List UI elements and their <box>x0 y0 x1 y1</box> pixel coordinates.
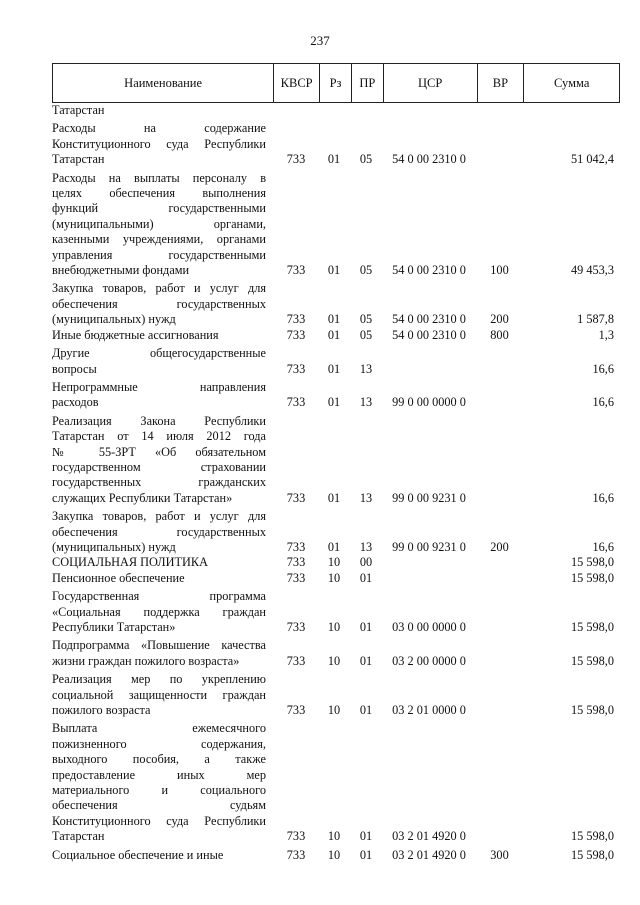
row-name <box>52 171 268 279</box>
header-pr: ПР <box>352 64 384 102</box>
row-pr: 05 <box>359 152 373 167</box>
row-sum: 15 598,0 <box>570 620 614 634</box>
table-body <box>52 103 620 863</box>
row-name-line: жизни граждан пожилого возраста» <box>52 653 240 668</box>
row-name-line: Конституционного суда Республики <box>52 813 266 828</box>
table-row <box>52 672 620 718</box>
table-row <box>52 638 620 669</box>
header-kvsr: КВСР <box>274 64 320 102</box>
row-kvsr: 733 <box>286 829 306 844</box>
row-name-line: материального и социального <box>52 783 266 798</box>
row-name-line: Социальное обеспечение и иные <box>52 847 224 862</box>
row-name-line: государственных гражданских <box>52 475 266 490</box>
row-name-line: целях обеспечения выполнения <box>52 186 266 201</box>
row-pr: 00 <box>359 555 373 570</box>
row-kvsr: 733 <box>286 312 306 327</box>
row-name <box>52 672 268 718</box>
header-name: Наименование <box>53 64 274 102</box>
row-pr: 13 <box>359 361 373 376</box>
row-rz: 10 <box>327 703 341 718</box>
row-csr: 54 0 00 2310 0 <box>392 152 466 167</box>
row-name-line: обеспечения судьям <box>52 798 266 813</box>
row-name-line: служащих Республики Татарстан» <box>52 490 233 505</box>
header-rz: Рз <box>320 64 352 102</box>
row-csr: 54 0 00 2310 0 <box>392 312 466 327</box>
row-kvsr: 733 <box>286 570 306 585</box>
row-name-line: Татарстан <box>52 103 105 117</box>
row-pr: 05 <box>359 312 373 327</box>
table-row <box>52 171 620 279</box>
row-rz: 10 <box>327 555 341 570</box>
row-name <box>52 638 268 669</box>
row-name-line: вопросы <box>52 361 97 376</box>
row-sum: 15 598,0 <box>570 703 614 718</box>
row-sum: 15 598,0 <box>570 847 614 862</box>
row-kvsr: 733 <box>286 361 306 376</box>
row-kvsr: 733 <box>286 395 306 410</box>
row-name-line: обеспечения государственных <box>52 296 266 311</box>
row-pr: 01 <box>359 570 373 585</box>
row-pr: 01 <box>359 620 373 634</box>
row-name <box>52 328 268 343</box>
row-kvsr: 733 <box>286 555 306 570</box>
row-rz: 01 <box>327 152 341 167</box>
row-name <box>52 346 268 377</box>
table-row <box>52 555 620 570</box>
row-name <box>52 555 268 570</box>
row-rz: 01 <box>327 312 341 327</box>
row-csr: 03 2 01 0000 0 <box>392 703 466 718</box>
row-name-line: казенными учреждениями, органами <box>52 232 266 247</box>
row-pr: 01 <box>359 653 373 668</box>
row-rz: 01 <box>327 490 341 505</box>
row-kvsr: 733 <box>286 847 306 862</box>
row-pr: 01 <box>359 703 373 718</box>
row-kvsr: 733 <box>286 620 306 634</box>
row-name <box>52 414 268 506</box>
table-row <box>52 380 620 411</box>
row-rz: 01 <box>327 327 341 342</box>
row-name-line: Реализация Закона Республики <box>52 413 266 428</box>
row-name <box>52 509 268 555</box>
row-name-line: государственном страховании <box>52 459 266 474</box>
table-header <box>52 63 620 103</box>
row-name <box>52 589 268 635</box>
row-pr: 13 <box>359 490 373 505</box>
row-csr: 03 2 01 4920 0 <box>392 829 466 844</box>
row-name-line: Реализация мер по укреплению <box>52 672 266 687</box>
row-name-line: Расходы на содержание <box>52 121 266 136</box>
row-kvsr: 733 <box>286 327 306 342</box>
row-kvsr: 733 <box>286 539 306 554</box>
row-name-line: Расходы на выплаты персоналу в <box>52 170 266 185</box>
row-name-line: социальной защищенности граждан <box>52 687 266 702</box>
table-row <box>52 121 620 167</box>
row-name-line: Иные бюджетные ассигнования <box>52 327 219 342</box>
row-sum: 16,6 <box>592 490 614 505</box>
row-rz: 01 <box>327 361 341 376</box>
row-sum: 15 598,0 <box>570 555 614 570</box>
row-pr: 13 <box>359 395 373 410</box>
row-csr: 54 0 00 2310 0 <box>392 327 466 342</box>
header-vr: ВР <box>478 64 525 102</box>
row-vr: 300 <box>490 847 509 862</box>
row-pr: 05 <box>359 327 373 342</box>
header-sum: Сумма <box>553 75 590 90</box>
table-row <box>52 103 620 118</box>
row-name <box>52 103 268 118</box>
row-vr: 100 <box>490 263 509 278</box>
row-sum: 1,3 <box>598 327 614 342</box>
table-row <box>52 721 620 844</box>
row-name-line: обеспечения государственных <box>52 524 266 539</box>
row-name-line: (муниципальных) нужд <box>52 312 176 327</box>
row-sum: 15 598,0 <box>570 653 614 668</box>
row-name-line: выходного пособия, а также <box>52 752 266 767</box>
row-sum: 49 453,3 <box>570 263 614 278</box>
row-name-line: Государственная программа <box>52 589 266 604</box>
row-sum: 1 587,8 <box>577 312 614 327</box>
row-csr: 54 0 00 2310 0 <box>392 263 466 278</box>
row-kvsr: 733 <box>286 703 306 718</box>
row-name-line: «Социальная поддержка граждан <box>52 604 266 619</box>
row-name-line: внебюджетными фондами <box>52 263 190 278</box>
row-vr: 200 <box>490 539 509 554</box>
row-sum: 15 598,0 <box>570 829 614 844</box>
table-row <box>52 281 620 327</box>
row-name-line: Республики Татарстан» <box>52 620 176 634</box>
row-name-line: Другие общегосударственные <box>52 346 266 361</box>
row-kvsr: 733 <box>286 263 306 278</box>
row-csr: 03 0 00 0000 0 <box>392 620 466 634</box>
row-name-line: Татарстан от 14 июля 2012 года <box>52 429 266 444</box>
row-rz: 01 <box>327 539 341 554</box>
row-kvsr: 733 <box>286 490 306 505</box>
row-pr: 05 <box>359 263 373 278</box>
row-vr: 200 <box>490 312 509 327</box>
table-row <box>52 848 620 863</box>
row-name-line: Закупка товаров, работ и услуг для <box>52 281 266 296</box>
row-name-line: Пенсионное обеспечение <box>52 570 185 585</box>
row-sum: 16,6 <box>592 395 614 410</box>
table-row <box>52 509 620 555</box>
row-vr: 800 <box>490 327 509 342</box>
row-name-line: Непрограммные направления <box>52 379 266 394</box>
header-csr: ЦСР <box>384 64 478 102</box>
table-row <box>52 589 620 635</box>
row-pr: 01 <box>359 847 373 862</box>
row-name-line: (муниципальными) органами, <box>52 216 266 231</box>
row-csr: 03 2 00 0000 0 <box>392 653 466 668</box>
table-row <box>52 571 620 586</box>
row-name-line: Подпрограмма «Повышение качества <box>52 638 266 653</box>
row-rz: 10 <box>327 847 341 862</box>
row-csr: 99 0 00 9231 0 <box>392 490 466 505</box>
row-name <box>52 380 268 411</box>
row-sum: 51 042,4 <box>570 152 614 167</box>
row-name-line: расходов <box>52 395 99 410</box>
row-name-line: управления государственными <box>52 247 266 262</box>
row-sum: 15 598,0 <box>570 570 614 585</box>
row-csr: 03 2 01 4920 0 <box>392 847 466 862</box>
row-name-line: функций государственными <box>52 201 266 216</box>
row-csr: 99 0 00 0000 0 <box>392 395 466 410</box>
row-name <box>52 848 268 863</box>
row-csr: 99 0 00 9231 0 <box>392 539 466 554</box>
row-name-line: предоставление иных мер <box>52 767 266 782</box>
row-name-line: Татарстан <box>52 152 105 167</box>
page-number: 237 <box>310 33 330 48</box>
row-name <box>52 721 268 844</box>
row-rz: 10 <box>327 653 341 668</box>
row-name <box>52 121 268 167</box>
row-sum: 16,6 <box>592 361 614 376</box>
row-rz: 10 <box>327 829 341 844</box>
table-row <box>52 346 620 377</box>
row-rz: 01 <box>327 263 341 278</box>
row-name-line: (муниципальных) нужд <box>52 539 176 554</box>
table-row <box>52 414 620 506</box>
row-name-line: Закупка товаров, работ и услуг для <box>52 509 266 524</box>
row-kvsr: 733 <box>286 653 306 668</box>
row-pr: 01 <box>359 829 373 844</box>
row-name-line: № 55-ЗРТ «Об обязательном <box>52 444 266 459</box>
row-rz: 01 <box>327 395 341 410</box>
row-name-line: СОЦИАЛЬНАЯ ПОЛИТИКА <box>52 555 209 570</box>
row-sum: 16,6 <box>592 539 614 554</box>
row-name <box>52 571 268 586</box>
row-rz: 10 <box>327 570 341 585</box>
row-name <box>52 281 268 327</box>
row-kvsr: 733 <box>286 152 306 167</box>
row-name-line: Выплата ежемесячного <box>52 721 266 736</box>
row-name-line: Татарстан <box>52 829 105 844</box>
row-rz: 10 <box>327 620 341 634</box>
table-row <box>52 328 620 343</box>
row-name-line: пожилого возраста <box>52 703 151 718</box>
row-name-line: Конституционного суда Республики <box>52 136 266 151</box>
row-name-line: пожизненного содержания, <box>52 736 266 751</box>
row-pr: 13 <box>359 539 373 554</box>
